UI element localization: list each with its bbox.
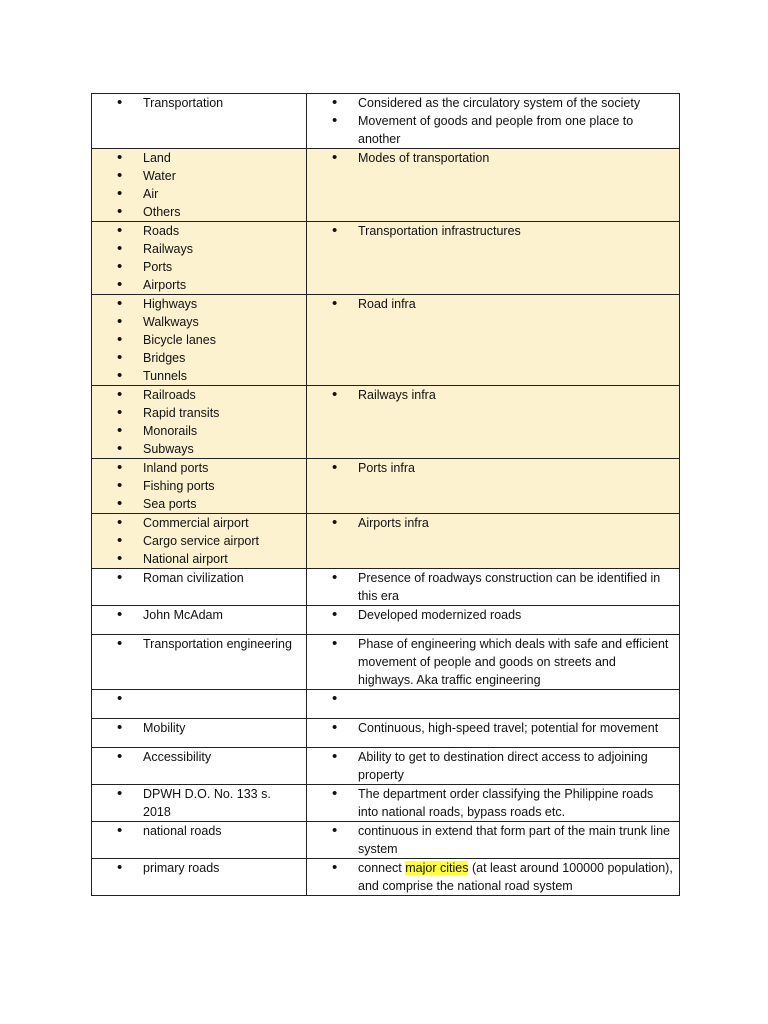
list-item [92,331,300,349]
item-text: Transportation engineering [143,637,292,651]
list-item [307,635,673,689]
list-item [92,859,300,877]
bullet-list [92,635,300,653]
list-item [92,785,300,821]
item-text: Monorails [143,424,198,438]
bullet-list [92,719,300,737]
item-text: Water [143,169,176,183]
term-cell [92,822,307,859]
list-item [92,276,300,294]
item-text: Road infra [358,297,416,311]
item-text: Continuous, high-speed travel; potential for movement [358,721,659,735]
item-text: Railways [143,242,194,256]
list-item [92,367,300,385]
list-item [92,635,300,653]
bullet-list [92,690,300,708]
item-text: Developed modernized roads [358,608,522,622]
item-text: Transportation infrastructures [358,224,521,238]
list-item [307,459,673,477]
bullet-list [307,94,673,148]
term-cell [92,690,307,719]
item-text: Roads [143,224,180,238]
definition-cell [307,459,680,514]
table-row [92,149,680,222]
table-row [92,569,680,606]
item-text: Fishing ports [143,479,215,493]
list-item [92,203,300,221]
bullet-list [307,635,673,689]
item-text: DPWH D.O. No. 133 s. 2018 [143,787,271,819]
item-text: Presence of roadways construction can be identified in this era [358,571,661,603]
term-cell [92,386,307,459]
bullet-list [307,748,673,784]
item-text: The department order classifying the Philippine roads into national roads, bypass roads etc. [358,787,654,819]
item-text: Railways infra [358,388,436,402]
list-item [307,690,673,708]
item-text: Land [143,151,171,165]
list-item [92,404,300,422]
list-item [92,440,300,458]
list-item [307,719,673,737]
list-item [92,748,300,766]
table-row [92,785,680,822]
list-item [307,859,673,895]
item-text: Highways [143,297,198,311]
list-item [92,569,300,587]
item-text: Tunnels [143,369,188,383]
bullet-list [307,514,673,532]
term-cell [92,514,307,569]
term-cell [92,459,307,514]
item-text: continuous in extend that form part of the main trunk line system [358,824,670,856]
bullet-list [307,822,673,858]
item-text: Others [143,205,181,219]
list-item [307,569,673,605]
definition-cell [307,222,680,295]
definition-cell [307,719,680,748]
bullet-list [92,295,300,385]
term-cell [92,859,307,896]
term-cell [92,149,307,222]
list-item [307,785,673,821]
item-text: Bicycle lanes [143,333,216,347]
highlighted-text: major cities [405,861,469,875]
table-row [92,635,680,690]
item-text: Accessibility [143,750,212,764]
list-item [307,822,673,858]
list-item [92,167,300,185]
item-text: Mobility [143,721,186,735]
list-item [92,690,300,708]
item-text: Subways [143,442,194,456]
bullet-list [307,569,673,605]
item-text: Considered as the circulatory system of the society [358,96,641,110]
notes-table [91,93,680,896]
bullet-list [307,606,673,624]
list-item [92,477,300,495]
table-body [92,94,680,896]
item-text: National airport [143,552,228,566]
list-item [92,222,300,240]
list-item [307,386,673,404]
list-item [92,149,300,167]
item-text: Cargo service airport [143,534,260,548]
item-text: Inland ports [143,461,209,475]
item-text: Commercial airport [143,516,249,530]
definition-cell [307,149,680,222]
definition-cell [307,785,680,822]
item-text: primary roads [143,861,220,875]
table-row [92,859,680,896]
bullet-list [92,606,300,624]
list-item [92,550,300,568]
table-row [92,94,680,149]
bullet-list [92,459,300,513]
bullet-list [307,222,673,240]
definition-cell [307,748,680,785]
bullet-list [92,514,300,568]
table-row [92,459,680,514]
bullet-list [92,94,300,112]
term-cell [92,785,307,822]
list-item [307,112,673,148]
item-text: Airports [143,278,187,292]
bullet-list [92,222,300,294]
definition-cell [307,606,680,635]
definition-cell [307,690,680,719]
list-item [92,386,300,404]
definition-cell [307,295,680,386]
list-item [92,295,300,313]
list-item [92,719,300,737]
list-item [92,514,300,532]
item-text: Transportation [143,96,224,110]
list-item [307,295,673,313]
item-text: Movement of goods and people from one place to another [358,114,634,146]
list-item [92,459,300,477]
item-text: Airports infra [358,516,429,530]
item-text: Air [143,187,159,201]
list-item [92,532,300,550]
item-text: Ability to get to destination direct access to adjoining property [358,750,648,782]
table-row [92,222,680,295]
bullet-list [92,386,300,458]
term-cell [92,719,307,748]
term-cell [92,635,307,690]
list-item [92,185,300,203]
item-text: Ports [143,260,173,274]
list-item [92,240,300,258]
item-text: Rapid transits [143,406,220,420]
item-text: Modes of transportation [358,151,490,165]
table-row [92,748,680,785]
term-cell [92,606,307,635]
list-item [307,94,673,112]
bullet-list [307,459,673,477]
item-text: Roman civilization [143,571,244,585]
table-row [92,295,680,386]
bullet-list [92,785,300,821]
item-text: Railroads [143,388,196,402]
bullet-list [307,149,673,167]
list-item [92,258,300,276]
bullet-list [307,719,673,737]
item-text: Sea ports [143,497,197,511]
bullet-list [92,748,300,766]
list-item [92,495,300,513]
list-item [307,149,673,167]
item-text: Ports infra [358,461,415,475]
table-row [92,386,680,459]
term-cell [92,295,307,386]
term-cell [92,569,307,606]
item-text: national roads [143,824,222,838]
bullet-list [92,569,300,587]
item-text: Bridges [143,351,186,365]
bullet-list [307,295,673,313]
table-row [92,822,680,859]
table-row [92,606,680,635]
bullet-list [307,386,673,404]
list-item [92,313,300,331]
item-text: connect [358,861,406,875]
list-item [92,422,300,440]
table-row [92,514,680,569]
definition-cell [307,635,680,690]
list-item [92,606,300,624]
definition-cell [307,822,680,859]
bullet-list [92,859,300,877]
list-item [92,349,300,367]
list-item [307,606,673,624]
definition-cell [307,94,680,149]
list-item [92,822,300,840]
list-item [307,748,673,784]
term-cell [92,94,307,149]
definition-cell [307,386,680,459]
item-text: (at least around 100000 population), and comprise the national road system [358,861,673,893]
item-text: Phase of engineering which deals with safe and efficient movement of people and goods on streets and highways. Aka traffic engineering [358,637,669,687]
bullet-list [307,690,673,708]
bullet-list [307,859,673,895]
item-text: Walkways [143,315,199,329]
item-text: John McAdam [143,608,223,622]
term-cell [92,748,307,785]
definition-cell [307,569,680,606]
definition-cell [307,859,680,896]
bullet-list [307,785,673,821]
table-row [92,690,680,719]
list-item [92,94,300,112]
bullet-list [92,822,300,840]
list-item [307,222,673,240]
table-row [92,719,680,748]
term-cell [92,222,307,295]
bullet-list [92,149,300,221]
definition-cell [307,514,680,569]
list-item [307,514,673,532]
